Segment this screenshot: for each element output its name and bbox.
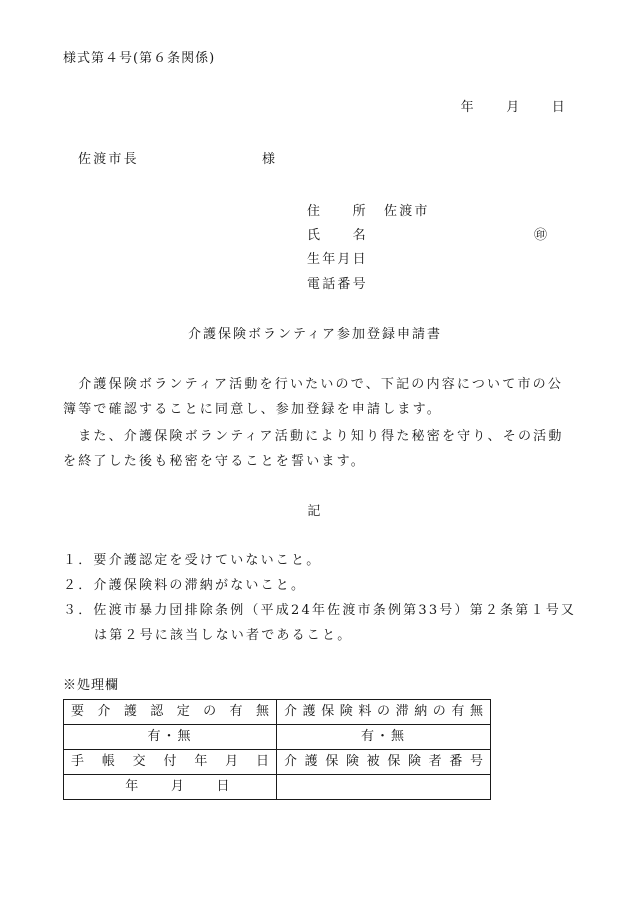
processing-section-heading: ※処理欄: [63, 678, 120, 693]
date-line: 年 月 日: [460, 100, 567, 115]
table-row: [64, 700, 491, 725]
condition-number: ３．: [63, 603, 94, 618]
form-number: 様式第４号(第６条関係): [63, 51, 216, 66]
body-paragraph-line: また、介護保険ボランティア活動により知り得た秘密を守り、その活動: [63, 429, 564, 444]
condition-text: 介護保険料の滞納がないこと。: [93, 578, 307, 593]
booklet-issue-date-header: 手帳交付年月日: [64, 750, 277, 775]
booklet-issue-date-value: 年 月 日: [64, 775, 277, 800]
birthdate-label: 生年月日: [307, 252, 368, 267]
insured-number-header: 介護保険被保険者番号: [277, 750, 491, 775]
body-paragraph-line: 介護保険ボランティア活動を行いたいので、下記の内容について市の公: [63, 377, 564, 392]
body-paragraph-line: を終了した後も秘密を守ることを誓います。: [63, 454, 366, 469]
address-label: 住 所: [307, 204, 368, 219]
addressee-honorific: 様: [262, 152, 278, 167]
insured-number-value: [277, 775, 491, 800]
condition-text: 要介護認定を受けていないこと。: [93, 553, 322, 568]
condition-text-continuation: は第２号に該当しない者であること。: [94, 628, 353, 643]
premium-arrears-header: 介護保険料の滞納の有無: [277, 700, 491, 725]
table-row: [64, 725, 491, 750]
condition-item: [63, 603, 576, 619]
seal-mark-icon: ㊞: [534, 228, 548, 243]
name-label: 氏 名: [307, 228, 368, 243]
table-row: [64, 775, 491, 800]
condition-item: [63, 553, 321, 569]
address-value: 佐渡市: [384, 204, 430, 219]
table-row: [64, 750, 491, 775]
addressee-name: 佐渡市長: [78, 152, 139, 167]
condition-item: [63, 578, 306, 594]
processing-table: [63, 699, 491, 800]
condition-text: 佐渡市暴力団排除条例（平成24年佐渡市条例第33号）第２条第１号又: [93, 603, 577, 618]
note-heading: 記: [307, 504, 323, 519]
condition-number: １．: [63, 553, 94, 568]
phone-label: 電話番号: [307, 277, 368, 292]
care-certification-header: 要介護認定の有無: [64, 700, 277, 725]
premium-arrears-value: 有・無: [277, 725, 491, 750]
care-certification-value: 有・無: [64, 725, 277, 750]
condition-number: ２．: [63, 578, 94, 593]
document-title: 介護保険ボランティア参加登録申請書: [188, 327, 442, 342]
body-paragraph-line: 簿等で確認することに同意し、参加登録を申請します。: [63, 402, 442, 417]
